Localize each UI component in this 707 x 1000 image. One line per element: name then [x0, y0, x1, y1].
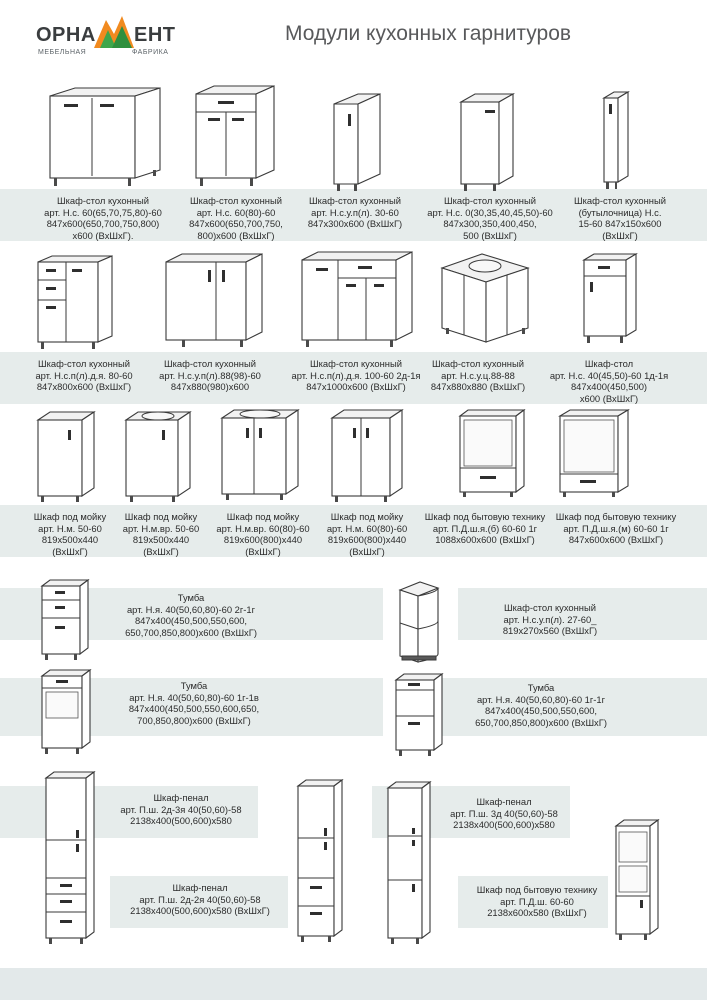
cabinet-wide-corner-icon: [162, 250, 272, 350]
caption-row3-2: Шкаф под мойку арт. Н.м.вр. 50-60 819х500х440 (ВхШхГ): [122, 511, 200, 557]
caption-penal2: Шкаф-пенал арт. П.ш. 2д-2я 40(50,60)-58 2138х400(500,600)х580 (ВхШхГ): [130, 882, 270, 916]
caption-row2-3: Шкаф-стол кухонный арт. Н.с.п(л).д.я. 100-60 2д-1я 847х1000х600 (ВхШхГ): [291, 358, 421, 392]
caption-row3-5: Шкаф под бытовую технику арт. П.Д.ш.я.(б) 60-60 1г 1088х600х600 (ВхШхГ): [424, 511, 546, 545]
page-title: Модули кухонных гарнитуров: [285, 22, 572, 45]
appliance-cabinet-open-icon: [556, 406, 636, 506]
cabinet-bottle-icon: [598, 88, 648, 198]
penal-three-door-icon: [384, 780, 444, 960]
caption-row2-4: Шкаф-стол кухонный арт. Н.с.у.ц.88-88 847х880х880 (ВхШхГ): [430, 358, 526, 392]
penal-appliance-icon: [612, 818, 672, 948]
logo: [36, 14, 196, 60]
sink-cabinet-bowl-two-door-icon: [218, 404, 308, 504]
sink-cabinet-bowl-icon: [122, 406, 202, 506]
cabinet-two-door-icon: [40, 84, 170, 194]
caption-tumba1: Тумба арт. Н.я. 40(50,60,80)-60 2г-1г 847х400(450,500,550,600, 650,700,850,800)х600 (ВхШхГ): [125, 592, 257, 638]
penal-two-door-two-drawer-icon: [294, 778, 354, 958]
cabinet-drawer-two-door-icon: [190, 84, 290, 194]
sink-cabinet-icon: [32, 408, 112, 508]
caption-penal1: Шкаф-пенал арт. П.ш. 2д-3я 40(50,60)-58 2138х400(500,600)х580: [120, 792, 242, 826]
caption-corner: Шкаф-стол кухонный арт. Н.с.у.п(л). 27-60_ 819х270х560 (ВхШхГ): [502, 602, 598, 636]
cabinet-two-door-drawer-icon: [296, 248, 426, 348]
cabinet-single-door-icon: [455, 90, 525, 200]
caption-row1-5: Шкаф-стол кухонный (бутылочница) Н.с. 15-60 847х150х600 (ВхШхГ): [574, 195, 666, 241]
cabinet-drawers-door-icon: [32, 252, 132, 352]
sink-cabinet-two-door-icon: [326, 406, 416, 506]
tumba-drawers-icon: [38, 578, 98, 668]
caption-penal4: Шкаф под бытовую технику арт. П.Д.ш. 60-60 2138х600х580 (ВхШхГ): [476, 884, 598, 918]
caption-row2-1: Шкаф-стол кухонный арт. Н.с.п(л).д.я. 80-60 847х800х600 (ВхШхГ): [35, 358, 133, 392]
caption-row3-1: Шкаф под мойку арт. Н.м. 50-60 819х500х440 (ВхШхГ): [33, 511, 107, 557]
caption-row2-5: Шкаф-стол арт. Н.с. 40(45,50)-60 1д-1я 847х400(450,500) х600 (ВхШхГ): [549, 358, 669, 404]
cabinet-corner-narrow-icon: [328, 90, 398, 200]
appliance-cabinet-drawer-icon: [454, 406, 534, 506]
cabinet-drawer-door-narrow-icon: [578, 252, 648, 352]
caption-row1-1: Шкаф-стол кухонный арт. Н.с. 60(65,70,75,80)-60 847х600(650,700,750,800) х600 (ВхШхГ).: [44, 195, 162, 241]
penal-drawers-icon: [42, 770, 112, 950]
caption-penal3: Шкаф-пенал арт. П.ш. 3д 40(50,60)-58 2138х400(500,600)х580: [450, 796, 558, 830]
caption-row3-3: Шкаф под мойку арт. Н.м.вр. 60(80)-60 819х600(800)х440 (ВхШхГ): [216, 511, 310, 557]
tumba-oven-icon: [38, 668, 98, 758]
caption-tumba2: Тумба арт. Н.я. 40(50,60,80)-60 1г-1в 847х400(450,500,550,600,650, 700,850,800)х600 (ВхШхГ): [128, 680, 260, 726]
caption-row3-6: Шкаф под бытовую технику арт. П.Д.ш.я.(м) 60-60 1г 847х600х600 (ВхШхГ): [555, 511, 677, 545]
logo-sub-left: МЕБЕЛЬНАЯ: [38, 49, 87, 56]
caption-row3-4: Шкаф под мойку арт. Н.м. 60(80)-60 819х600(800)х440 (ВхШхГ): [326, 511, 408, 557]
logo-text-right: ЕНТ: [134, 24, 176, 46]
logo-emblem-icon: [94, 14, 134, 48]
caption-row2-2: Шкаф-стол кухонный арт. Н.с.у.п(л).88(98)-60 847х880(980)х600: [159, 358, 261, 392]
caption-row1-3: Шкаф-стол кухонный арт. Н.с.у.п(л). 30-60 847х300х600 (ВхШхГ): [307, 195, 403, 229]
logo-text-left: ОРНА: [36, 24, 96, 46]
caption-tumba3: Тумба арт. Н.я. 40(50,60,80)-60 1г-1г 847х400(450,500,550,600, 650,700,850,800)х600 (ВхШхГ): [475, 682, 607, 728]
cabinet-corner-sink-icon: [438, 252, 538, 352]
caption-row1-4: Шкаф-стол кухонный арт. Н.с. 0(30,35,40,45,50)-60 847х300,350,400,450, 500 (ВхШхГ): [427, 195, 553, 241]
caption-row1-2: Шкаф-стол кухонный арт. Н.с. 60(80)-60 847х600(650,700,750, 800)х600 (ВхШхГ): [189, 195, 283, 241]
logo-sub-right: ФАБРИКА: [132, 49, 169, 56]
tumba-two-drawer-icon: [392, 672, 452, 762]
corner-open-shelf-icon: [394, 578, 454, 668]
footer-band: [0, 968, 707, 1000]
